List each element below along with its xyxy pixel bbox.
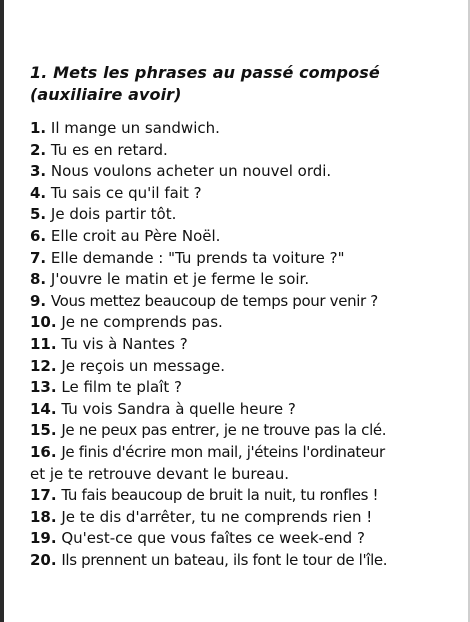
item-text: Tu es en retard. — [50, 140, 168, 159]
item-number: 5. — [30, 205, 47, 224]
exercise-title-line-2: (auxiliaire avoir) — [30, 85, 182, 104]
item-number: 8. — [30, 270, 47, 289]
item-text: Elle croit au Père Noël. — [50, 226, 221, 245]
item-text: Je ne peux pas entrer, je ne trouve pas la clé. — [61, 421, 387, 440]
page-edge-left — [0, 0, 4, 622]
item-number: 14. — [30, 399, 57, 418]
item-number: 6. — [30, 226, 47, 245]
sentence-item-9 — [30, 291, 468, 313]
item-text: Vous mettez beaucoup de temps pour venir ? — [50, 291, 378, 310]
item-number: 1. — [30, 119, 47, 137]
sentence-item-12 — [30, 356, 468, 378]
item-text: Je reçois un message. — [61, 356, 225, 375]
sentence-item-6 — [30, 226, 468, 248]
item-number: 20. — [30, 550, 57, 569]
item-text: Le film te plaît ? — [61, 378, 182, 397]
item-text: Tu vis à Nantes ? — [61, 334, 188, 353]
item-text: Je dois partir tôt. — [50, 205, 177, 224]
item-text: Nous voulons acheter un nouvel ordi. — [50, 162, 332, 181]
item-number: 13. — [30, 378, 57, 397]
item-text: Il mange un sandwich. — [50, 119, 220, 137]
exercise-sheet — [30, 62, 468, 571]
item-number: 11. — [30, 334, 57, 353]
sentence-item-11 — [30, 334, 468, 356]
item-number: 12. — [30, 356, 57, 375]
exercise-title — [30, 62, 468, 106]
exercise-title-line-1: 1. Mets les phrases au passé composé — [30, 63, 380, 82]
sentence-item-19 — [30, 528, 468, 550]
item-text-continuation: et je te retrouve devant le bureau. — [30, 464, 289, 483]
item-number: 4. — [30, 183, 47, 202]
item-number: 9. — [30, 291, 47, 310]
item-text: Tu sais ce qu'il fait ? — [50, 183, 202, 202]
item-text: Je ne comprends pas. — [61, 313, 223, 332]
item-text: J'ouvre le matin et je ferme le soir. — [50, 270, 310, 289]
item-text: Qu'est-ce que vous faîtes ce week-end ? — [61, 529, 365, 548]
sentence-item-3 — [30, 161, 468, 183]
item-number: 16. — [30, 442, 57, 461]
sentence-item-18 — [30, 507, 468, 529]
item-number: 7. — [30, 248, 47, 267]
sentence-item-2 — [30, 140, 468, 162]
item-text: Tu vois Sandra à quelle heure ? — [61, 399, 296, 418]
item-number: 15. — [30, 421, 57, 440]
item-text: Je te dis d'arrêter, tu ne comprends rien ! — [61, 507, 373, 526]
sentence-item-13 — [30, 377, 468, 399]
item-number: 10. — [30, 313, 57, 332]
item-text: Elle demande : "Tu prends ta voiture ?" — [50, 248, 345, 267]
sentence-list — [30, 118, 468, 571]
item-number: 3. — [30, 162, 47, 181]
sentence-item-10 — [30, 312, 468, 334]
sentence-item-1 — [30, 118, 468, 140]
sentence-item-4 — [30, 183, 468, 205]
sentence-item-16 — [30, 442, 468, 485]
sentence-item-17 — [30, 485, 468, 507]
item-text: Ils prennent un bateau, ils font le tour de l'île. — [61, 550, 388, 569]
item-number: 17. — [30, 486, 57, 505]
item-text: Tu fais beaucoup de bruit la nuit, tu ronfles ! — [61, 486, 379, 505]
sentence-item-8 — [30, 269, 468, 291]
item-number: 2. — [30, 140, 47, 159]
sentence-item-14 — [30, 399, 468, 421]
item-number: 19. — [30, 529, 57, 548]
sentence-item-20 — [30, 550, 468, 572]
sentence-item-5 — [30, 204, 468, 226]
sentence-item-15 — [30, 420, 468, 442]
item-number: 18. — [30, 507, 57, 526]
item-text: Je finis d'écrire mon mail, j'éteins l'ordinateur — [61, 442, 385, 461]
sentence-item-7 — [30, 248, 468, 270]
